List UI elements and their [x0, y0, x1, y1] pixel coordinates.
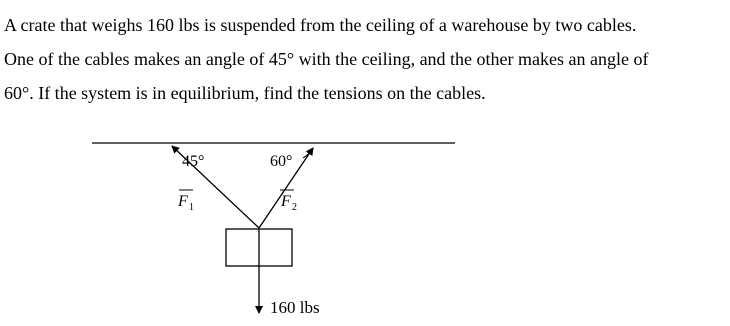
angle-label-left: 45° — [182, 153, 205, 170]
problem-line-3: 60°. If the system is in equilibrium, find the tensions on the cables. — [4, 83, 486, 103]
angle-label-right: 60° — [270, 153, 293, 170]
problem-line-2: One of the cables makes an angle of 45° with the ceiling, and the other makes an angle of — [4, 49, 649, 69]
force-label-f1-subscript: 1 — [189, 202, 194, 213]
weight-label: 160 lbs — [270, 298, 320, 317]
force-label-f2: F — [281, 193, 291, 210]
problem-line-1: A crate that weighs 160 lbs is suspended from the ceiling of a warehouse by two cables. — [4, 15, 637, 35]
force-label-f1: F — [178, 193, 188, 210]
force-label-f2-subscript: 2 — [292, 202, 297, 213]
